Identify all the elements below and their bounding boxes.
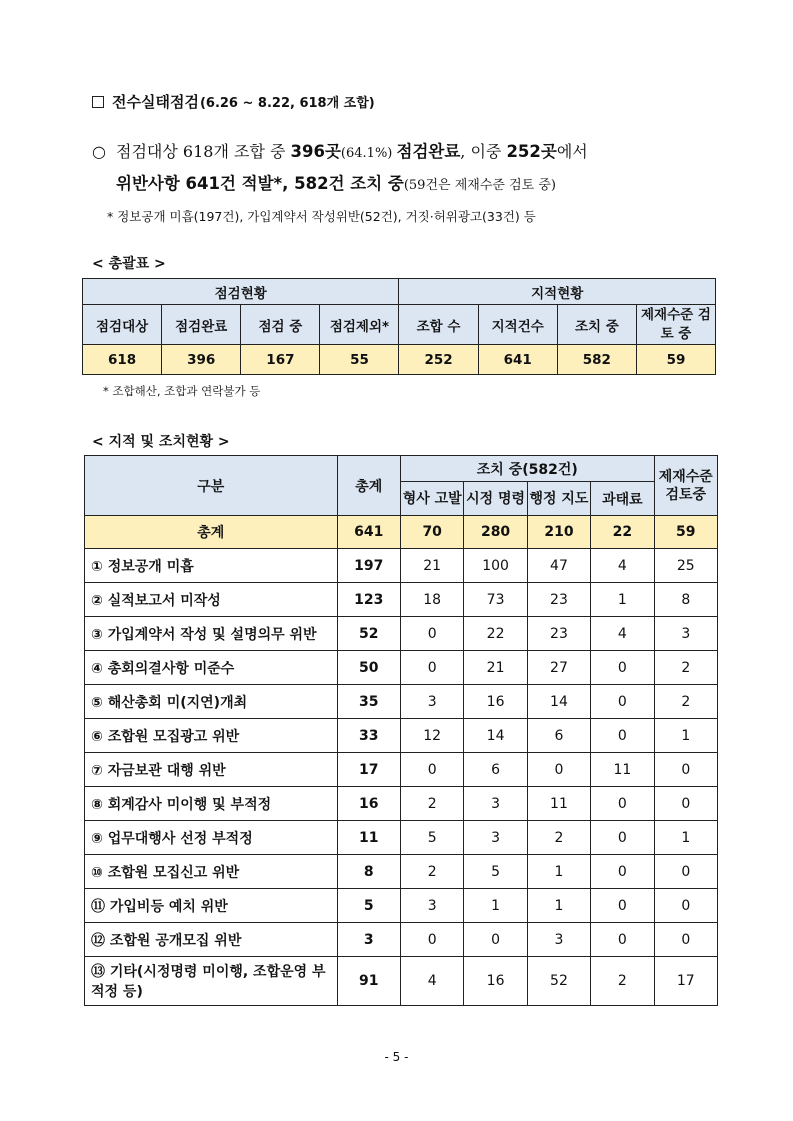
overview-value: 641 — [478, 345, 557, 375]
table-cell: 280 — [464, 516, 527, 549]
table-cell: 8 — [654, 583, 717, 617]
table-cell: 12 — [400, 719, 463, 753]
summary-actions: *, 582건 조치 중 — [273, 174, 404, 193]
table-cell: 0 — [400, 651, 463, 685]
table-cell: 21 — [400, 549, 463, 583]
table-cell: 3 — [527, 923, 590, 957]
table-cell: 210 — [527, 516, 590, 549]
summary-text: , 이중 — [460, 142, 507, 161]
table-cell: 22 — [591, 516, 654, 549]
overview-header: 조치 중 — [557, 305, 636, 345]
table-cell: 0 — [654, 787, 717, 821]
detail-header-sub: 과태료 — [591, 482, 654, 516]
page-number: - 5 - — [384, 1050, 409, 1064]
overview-header: 점검대상 — [83, 305, 162, 345]
overview-value: 396 — [162, 345, 241, 375]
overview-value: 582 — [557, 345, 636, 375]
table-cell: 3 — [464, 821, 527, 855]
table-cell: 5 — [400, 821, 463, 855]
table-cell: 0 — [527, 753, 590, 787]
footnote-violations: * 정보공개 미흡(197건), 가입계약서 작성위반(52건), 거짓·허위광고(33건) 등 — [107, 209, 536, 224]
table-cell: 2 — [591, 957, 654, 1006]
overview-value: 59 — [636, 345, 715, 375]
table-cell: 4 — [591, 617, 654, 651]
table-cell: 2 — [527, 821, 590, 855]
table-cell: 52 — [527, 957, 590, 1006]
overview-header: 조합 수 — [399, 305, 478, 345]
table-cell: 3 — [337, 923, 400, 957]
table-cell: 123 — [337, 583, 400, 617]
overview-group-inspection: 점검현황 — [83, 279, 399, 305]
detail-rows — [85, 549, 718, 1006]
section-heading — [92, 91, 375, 112]
row-label: ⑨ 업무대행사 선정 부적정 — [85, 821, 338, 855]
table-cell: 1 — [527, 855, 590, 889]
summary-line-1 — [92, 137, 732, 169]
row-label: ⑩ 조합원 모집신고 위반 — [85, 855, 338, 889]
table-cell: 11 — [527, 787, 590, 821]
table-cell: 3 — [654, 617, 717, 651]
row-label: ② 실적보고서 미작성 — [85, 583, 338, 617]
table-cell: 1 — [591, 583, 654, 617]
table-cell: 0 — [591, 889, 654, 923]
table-cell: 2 — [654, 685, 717, 719]
table-cell: 50 — [337, 651, 400, 685]
summary-text: 에서 — [556, 142, 588, 161]
overview-header: 점검 중 — [241, 305, 320, 345]
footnote-exclusion: * 조합해산, 조합과 연락불가 등 — [103, 384, 261, 398]
table-cell: 0 — [591, 685, 654, 719]
summary-completed-count: 396곳 — [290, 142, 341, 161]
table-cell: 14 — [464, 719, 527, 753]
overview-value: 252 — [399, 345, 478, 375]
overview-header: 지적건수 — [478, 305, 557, 345]
table-cell: 14 — [527, 685, 590, 719]
row-label: ⑬ 기타(시정명령 미이행, 조합운영 부적정 등) — [85, 957, 338, 1006]
table-row — [85, 957, 718, 1006]
detail-header-total: 총계 — [337, 456, 400, 516]
table-cell: 641 — [337, 516, 400, 549]
table-row — [85, 549, 718, 583]
checkbox-square-icon — [92, 96, 104, 108]
summary-completed-label: 점검완료 — [396, 142, 461, 161]
detail-section-title: < 지적 및 조치현황 > — [92, 434, 230, 450]
table-row — [85, 821, 718, 855]
overview-section-title: < 총괄표 > — [92, 256, 166, 272]
detail-header-action: 조치 중(582건) — [400, 456, 654, 482]
table-row — [85, 753, 718, 787]
heading-title: 전수실태점검 — [112, 93, 199, 111]
detail-table — [84, 455, 718, 1006]
overview-group-findings: 지적현황 — [399, 279, 716, 305]
detail-header-sub: 행정 지도 — [527, 482, 590, 516]
circle-bullet-icon: ○ — [92, 142, 106, 161]
table-cell: 0 — [591, 855, 654, 889]
table-cell: 0 — [654, 923, 717, 957]
table-cell: 4 — [400, 957, 463, 1006]
table-cell: 18 — [400, 583, 463, 617]
detail-header-sub: 시정 명령 — [464, 482, 527, 516]
overview-value: 55 — [320, 345, 399, 375]
table-cell: 35 — [337, 685, 400, 719]
table-cell: 0 — [654, 753, 717, 787]
table-cell: 2 — [400, 787, 463, 821]
table-row — [85, 923, 718, 957]
overview-header: 점검제외* — [320, 305, 399, 345]
table-cell: 16 — [464, 957, 527, 1006]
table-cell: 91 — [337, 957, 400, 1006]
summary-violating-count: 252곳 — [506, 142, 557, 161]
table-cell: 11 — [337, 821, 400, 855]
table-cell: 1 — [527, 889, 590, 923]
table-row — [85, 617, 718, 651]
heading-subtitle: (6.26 ~ 8.22, 618개 조합) — [199, 96, 375, 111]
table-row — [85, 583, 718, 617]
table-cell: 11 — [591, 753, 654, 787]
summary-text: 점검대상 618개 조합 중 — [116, 142, 291, 161]
overview-value: 167 — [241, 345, 320, 375]
row-label: ⑫ 조합원 공개모집 위반 — [85, 923, 338, 957]
table-cell: 0 — [591, 719, 654, 753]
table-cell: 17 — [654, 957, 717, 1006]
table-cell: 16 — [464, 685, 527, 719]
table-cell: 5 — [337, 889, 400, 923]
table-cell: 23 — [527, 583, 590, 617]
table-cell: 73 — [464, 583, 527, 617]
table-cell: 3 — [400, 685, 463, 719]
detail-header-sub: 형사 고발 — [400, 482, 463, 516]
table-row — [85, 719, 718, 753]
summary-violations: 위반사항 641건 적발 — [116, 174, 274, 193]
table-cell: 0 — [654, 855, 717, 889]
table-cell: 0 — [400, 753, 463, 787]
table-cell: 23 — [527, 617, 590, 651]
table-cell: 22 — [464, 617, 527, 651]
table-cell: 3 — [400, 889, 463, 923]
table-cell: 1 — [654, 719, 717, 753]
table-cell: 47 — [527, 549, 590, 583]
summary-percent: (64.1%) — [340, 146, 397, 161]
row-label: ⑦ 자금보관 대행 위반 — [85, 753, 338, 787]
table-cell: 21 — [464, 651, 527, 685]
table-cell: 0 — [654, 889, 717, 923]
table-cell: 16 — [337, 787, 400, 821]
table-cell: 197 — [337, 549, 400, 583]
detail-header-review: 제재수준 검토중 — [654, 456, 717, 516]
table-cell: 0 — [591, 787, 654, 821]
table-cell: 70 — [400, 516, 463, 549]
table-cell: 100 — [464, 549, 527, 583]
overview-table — [82, 278, 716, 375]
row-label: ⑥ 조합원 모집광고 위반 — [85, 719, 338, 753]
row-label: ⑤ 해산총회 미(지연)개최 — [85, 685, 338, 719]
detail-total-row — [85, 516, 718, 549]
summary-line-2 — [92, 169, 732, 201]
table-cell: 0 — [591, 923, 654, 957]
summary-review-note: (59건은 제재수준 검토 중) — [403, 178, 556, 193]
overview-header: 점검완료 — [162, 305, 241, 345]
overview-value: 618 — [83, 345, 162, 375]
table-cell: 2 — [400, 855, 463, 889]
table-cell: 0 — [400, 923, 463, 957]
table-cell: 4 — [591, 549, 654, 583]
table-cell: 59 — [654, 516, 717, 549]
table-row — [85, 651, 718, 685]
table-cell: 6 — [464, 753, 527, 787]
table-cell: 6 — [527, 719, 590, 753]
table-cell: 52 — [337, 617, 400, 651]
table-row — [85, 889, 718, 923]
table-cell: 27 — [527, 651, 590, 685]
overview-header: 제재수준 검토 중 — [636, 305, 715, 345]
row-label: ④ 총회의결사항 미준수 — [85, 651, 338, 685]
table-cell: 5 — [464, 855, 527, 889]
table-row — [85, 855, 718, 889]
table-cell: 8 — [337, 855, 400, 889]
row-label: ⑪ 가입비등 예치 위반 — [85, 889, 338, 923]
table-cell: 0 — [464, 923, 527, 957]
table-cell: 3 — [464, 787, 527, 821]
table-cell: 1 — [654, 821, 717, 855]
row-label: ① 정보공개 미흡 — [85, 549, 338, 583]
table-cell: 2 — [654, 651, 717, 685]
table-cell: 33 — [337, 719, 400, 753]
detail-header-category: 구분 — [85, 456, 338, 516]
table-cell: 0 — [400, 617, 463, 651]
table-cell: 0 — [591, 651, 654, 685]
row-label: ⑧ 회계감사 미이행 및 부적정 — [85, 787, 338, 821]
table-row — [85, 685, 718, 719]
table-cell: 총계 — [85, 516, 338, 549]
table-row — [85, 787, 718, 821]
summary-paragraph — [92, 137, 732, 201]
row-label: ③ 가입계약서 작성 및 설명의무 위반 — [85, 617, 338, 651]
table-cell: 1 — [464, 889, 527, 923]
table-cell: 0 — [591, 821, 654, 855]
table-cell: 17 — [337, 753, 400, 787]
table-cell: 25 — [654, 549, 717, 583]
